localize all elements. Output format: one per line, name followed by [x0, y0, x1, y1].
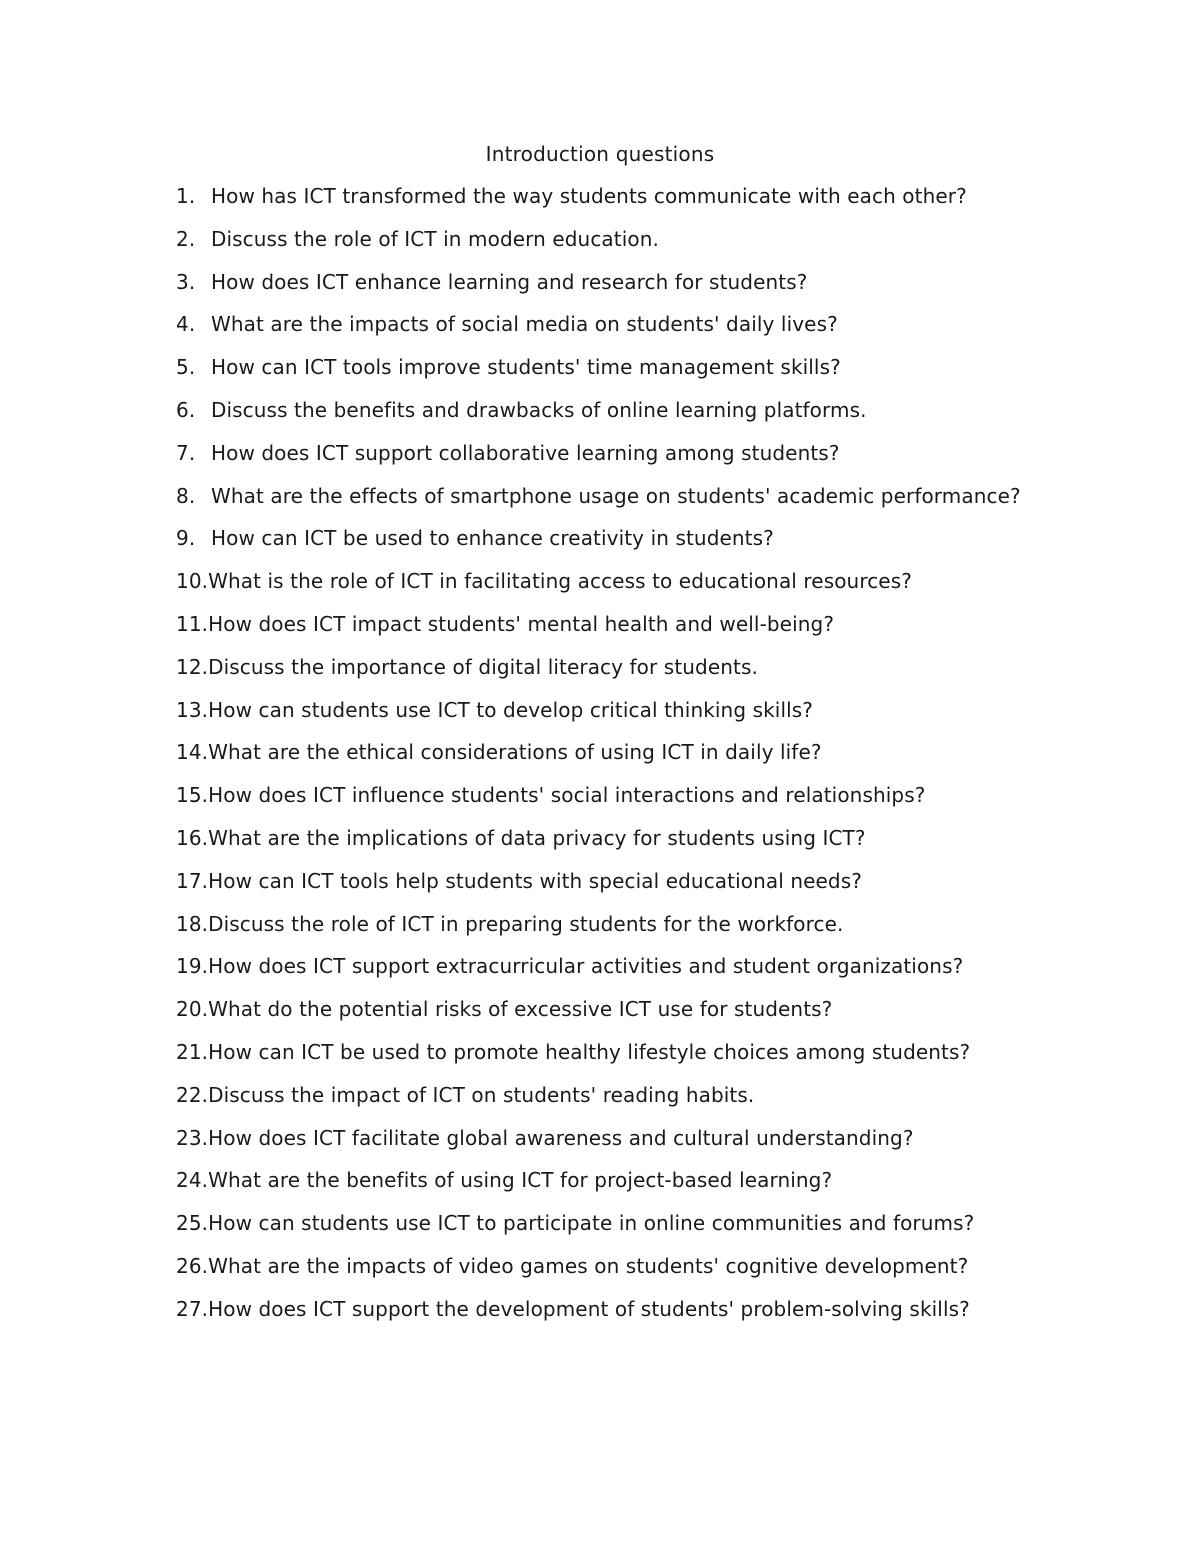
question-text: How does ICT influence students' social interactions and relationships? — [208, 783, 926, 808]
question-text: How can students use ICT to develop critical thinking skills? — [208, 697, 813, 722]
question-item — [176, 1295, 1056, 1323]
question-number: 23. — [176, 1125, 209, 1150]
question-text: What do the potential risks of excessive ICT use for students? — [208, 997, 833, 1022]
question-text: How does ICT enhance learning and research for students? — [211, 269, 808, 294]
question-text: How does ICT facilitate global awareness and cultural understanding? — [208, 1125, 914, 1150]
question-number: 7. — [176, 440, 196, 465]
question-item — [176, 1038, 1056, 1066]
question-text: What are the effects of smartphone usage on students' academic performance? — [211, 483, 1021, 508]
question-item — [176, 1081, 1056, 1109]
question-text: How does ICT impact students' mental health and well-being? — [208, 611, 835, 636]
question-item — [176, 439, 1056, 467]
question-number: 18. — [176, 911, 209, 936]
question-item — [176, 524, 1056, 552]
question-text: How can ICT tools help students with special educational needs? — [208, 868, 862, 893]
question-number: 3. — [176, 269, 196, 294]
question-text: What is the role of ICT in facilitating access to educational resources? — [208, 569, 912, 594]
question-item — [176, 1252, 1056, 1280]
document-title: Introduction questions — [485, 142, 715, 166]
question-number: 4. — [176, 312, 196, 337]
question-number: 9. — [176, 526, 196, 551]
question-item — [176, 268, 1056, 296]
question-text: Discuss the importance of digital literacy for students. — [208, 654, 758, 679]
question-item — [176, 225, 1056, 253]
question-text: Discuss the benefits and drawbacks of online learning platforms. — [211, 397, 867, 422]
question-text: What are the impacts of social media on students' daily lives? — [211, 312, 838, 337]
question-text: Discuss the role of ICT in modern education. — [211, 226, 659, 251]
question-text: What are the benefits of using ICT for project-based learning? — [208, 1168, 833, 1193]
question-number: 14. — [176, 740, 209, 765]
question-item — [176, 1124, 1056, 1152]
question-number: 12. — [176, 654, 209, 679]
question-text: Discuss the impact of ICT on students' reading habits. — [208, 1082, 755, 1107]
question-item — [176, 1166, 1056, 1194]
question-number: 15. — [176, 783, 209, 808]
question-number: 25. — [176, 1211, 209, 1236]
question-number: 11. — [176, 611, 209, 636]
question-text: What are the ethical considerations of using ICT in daily life? — [208, 740, 822, 765]
question-text: How can ICT be used to promote healthy lifestyle choices among students? — [208, 1039, 971, 1064]
question-text: How can ICT be used to enhance creativity in students? — [211, 526, 774, 551]
question-item — [176, 567, 1056, 595]
question-number: 22. — [176, 1082, 209, 1107]
question-item — [176, 867, 1056, 895]
question-number: 24. — [176, 1168, 209, 1193]
question-number: 2. — [176, 226, 196, 251]
question-number: 1. — [176, 184, 196, 208]
question-number: 26. — [176, 1253, 209, 1278]
question-number: 21. — [176, 1039, 209, 1064]
question-item — [176, 310, 1056, 338]
question-number: 16. — [176, 825, 209, 850]
question-item — [176, 353, 1056, 381]
question-item — [176, 182, 1056, 210]
question-text: How does ICT support collaborative learning among students? — [211, 440, 840, 465]
question-number: 20. — [176, 997, 209, 1022]
question-text: Discuss the role of ICT in preparing students for the workforce. — [208, 911, 844, 936]
question-item — [176, 952, 1056, 980]
question-item — [176, 1209, 1056, 1237]
question-item — [176, 396, 1056, 424]
question-item — [176, 696, 1056, 724]
question-item — [176, 653, 1056, 681]
question-item — [176, 995, 1056, 1023]
question-item — [176, 910, 1056, 938]
question-text: How can ICT tools improve students' time management skills? — [211, 355, 841, 380]
question-number: 13. — [176, 697, 209, 722]
question-text: What are the implications of data privacy for students using ICT? — [208, 825, 866, 850]
question-number: 17. — [176, 868, 209, 893]
question-item — [176, 482, 1056, 510]
question-text: How has ICT transformed the way students communicate with each other? — [211, 184, 967, 208]
question-list — [176, 182, 1056, 1338]
question-item — [176, 738, 1056, 766]
question-text: What are the impacts of video games on students' cognitive development? — [208, 1253, 969, 1278]
question-item — [176, 781, 1056, 809]
question-item — [176, 824, 1056, 852]
question-item — [176, 610, 1056, 638]
question-number: 27. — [176, 1296, 209, 1321]
question-number: 5. — [176, 355, 196, 380]
question-number: 6. — [176, 397, 196, 422]
question-number: 19. — [176, 954, 209, 979]
question-number: 8. — [176, 483, 196, 508]
question-text: How does ICT support the development of students' problem-solving skills? — [208, 1296, 970, 1321]
question-number: 10. — [176, 569, 209, 594]
question-text: How does ICT support extracurricular activities and student organizations? — [208, 954, 964, 979]
question-text: How can students use ICT to participate in online communities and forums? — [208, 1211, 975, 1236]
